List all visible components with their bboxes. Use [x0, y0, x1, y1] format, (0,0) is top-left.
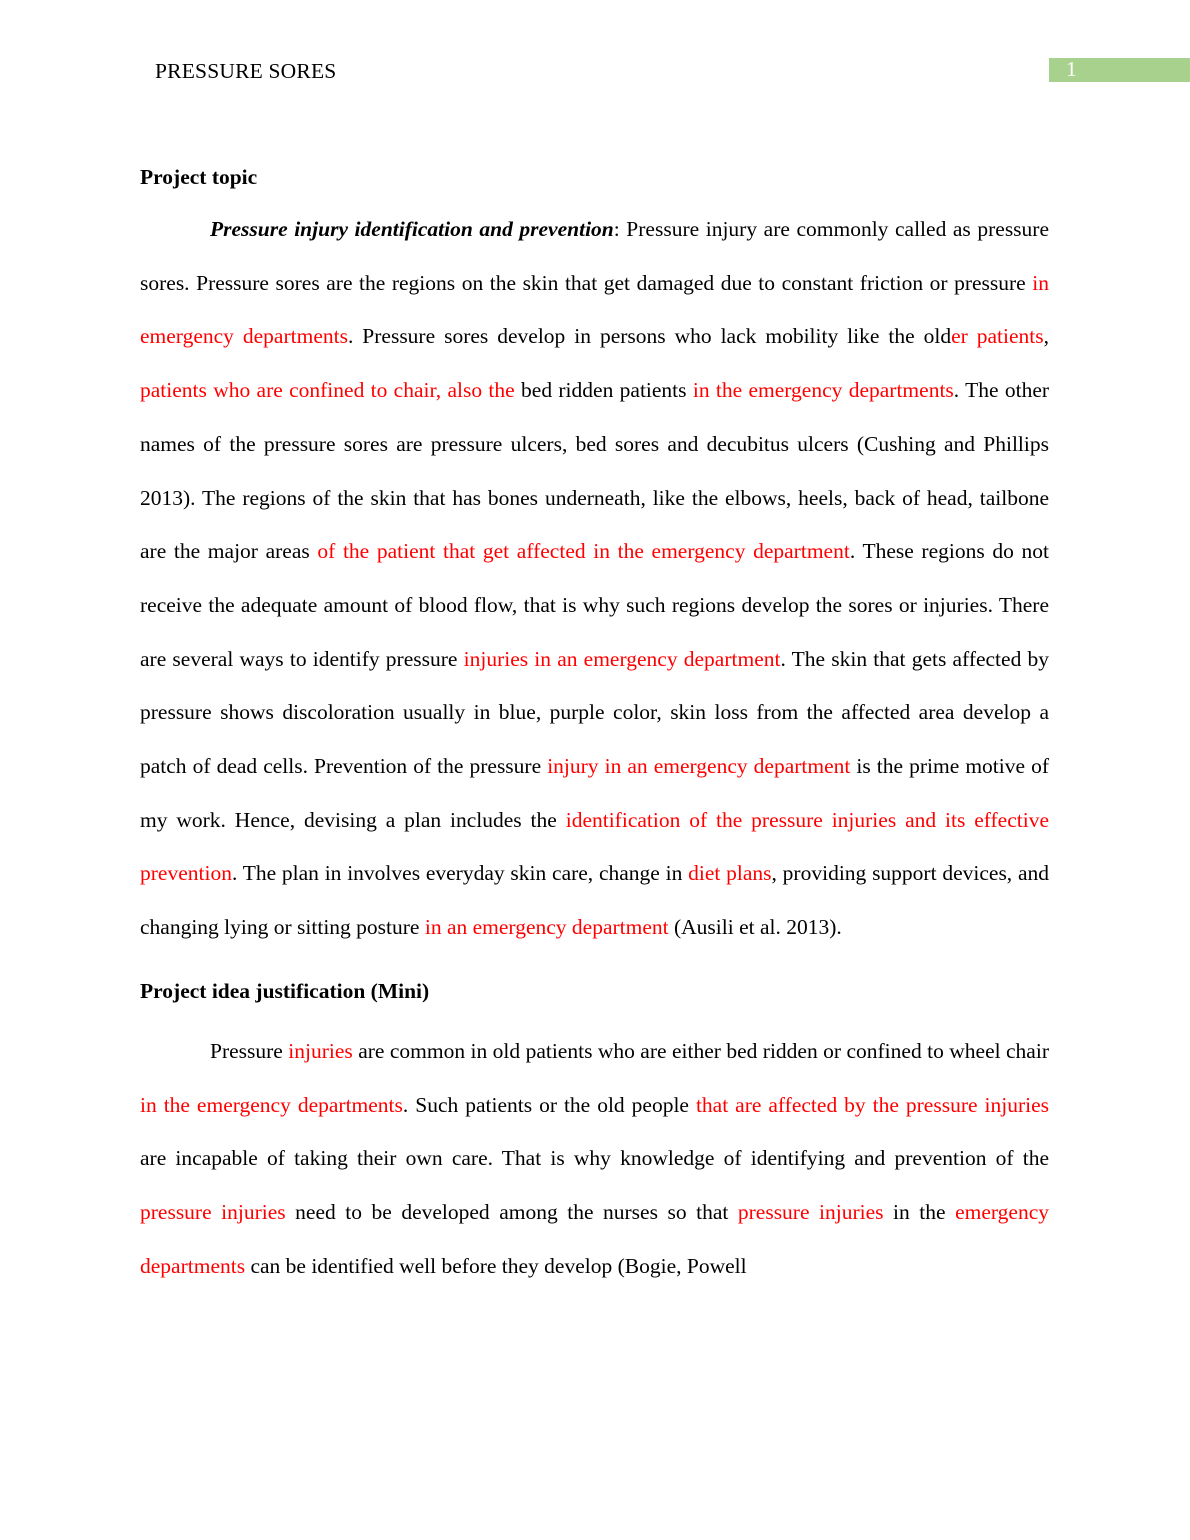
edited-text-segment: of the patient that get affected in the emergency department: [317, 539, 850, 564]
section-heading-project-topic: Project topic: [140, 165, 258, 189]
edited-text-segment: injury in an emergency department: [547, 754, 851, 779]
text-segment: . The skin that gets affected by pressure shows discoloration usually in blue, purple color, skin loss from the affected area develop a patch of dead cells. Prevention of the pressure: [140, 646, 1050, 779]
edited-text-segment: in the emergency departments: [140, 1092, 403, 1117]
text-segment: ,: [1043, 324, 1049, 349]
edited-text-segment: patients who are confined to chair, also the: [140, 378, 515, 403]
edited-text-segment: identification of the pressure injuries and its effective prevention: [140, 807, 1049, 886]
edited-text-segment: pressure injuries: [140, 1199, 286, 1224]
text-segment: bed ridden patients: [514, 378, 693, 403]
edited-text-segment: in the emergency departments: [692, 378, 954, 403]
project-topic-paragraph: [140, 203, 1049, 955]
page-number: 1: [1066, 57, 1077, 81]
document-body: [140, 157, 1049, 1293]
project-justification-paragraph: [140, 1025, 1049, 1294]
edited-text-segment: er patients: [951, 324, 1044, 349]
text-segment: . The other names of the pressure sores are pressure ulcers, bed sores and decubitus ulcers (Cushing and Phillips 2013). The regions of the skin that has bones underneath, like the elbows, heels, back of head, tailbone are the major areas: [140, 378, 1050, 564]
edited-text-segment: in an emergency department: [424, 915, 669, 940]
page-number-box: [1049, 58, 1190, 82]
text-segment: are common in old patients who are either bed ridden or confined to wheel chair: [352, 1038, 1049, 1063]
text-segment: (Ausili et al. 2013).: [668, 915, 842, 940]
running-header-title: PRESSURE SORES: [155, 59, 337, 83]
topic-lead-phrase: Pressure injury identification and prevention: [210, 217, 614, 241]
text-segment: is the prime motive of my work. Hence, devising a plan includes the: [140, 754, 1049, 832]
section-heading-project-justification: Project idea justification (Mini): [140, 978, 430, 1003]
edited-text-segment: pressure injuries: [737, 1199, 884, 1224]
text-segment: can be identified well before they develop (Bogie, Powell: [245, 1253, 747, 1278]
edited-text-segment: in emergency departments: [140, 270, 1049, 349]
edited-text-segment: injuries in an emergency department: [463, 646, 781, 671]
text-segment: : Pressure injury are commonly called as pressure sores. Pressure sores are the regions on the skin that get damaged due to constant friction or pressure: [140, 217, 1049, 295]
edited-text-segment: diet plans: [688, 861, 772, 886]
edited-text-segment: emergency departments: [140, 1199, 1049, 1278]
edited-text-segment: injuries: [288, 1038, 353, 1063]
text-segment: are incapable of taking their own care. That is why knowledge of identifying and prevention of the: [140, 1146, 1049, 1171]
text-segment: . These regions do not receive the adequate amount of blood flow, that is why such regions develop the sores or injuries. There are several ways to identify pressure: [140, 539, 1049, 671]
text-segment: . Pressure sores develop in persons who lack mobility like the old: [347, 324, 952, 349]
edited-text-segment: that are affected by the pressure injuries: [695, 1092, 1049, 1117]
text-segment: Pressure: [210, 1038, 289, 1063]
text-segment: in the: [883, 1199, 956, 1224]
text-segment: , providing support devices, and changing lying or sitting posture: [140, 861, 1050, 940]
text-segment: . Such patients or the old people: [402, 1092, 696, 1117]
text-segment: . The plan in involves everyday skin care, change in: [231, 861, 689, 886]
text-segment: need to be developed among the nurses so that: [285, 1199, 738, 1224]
